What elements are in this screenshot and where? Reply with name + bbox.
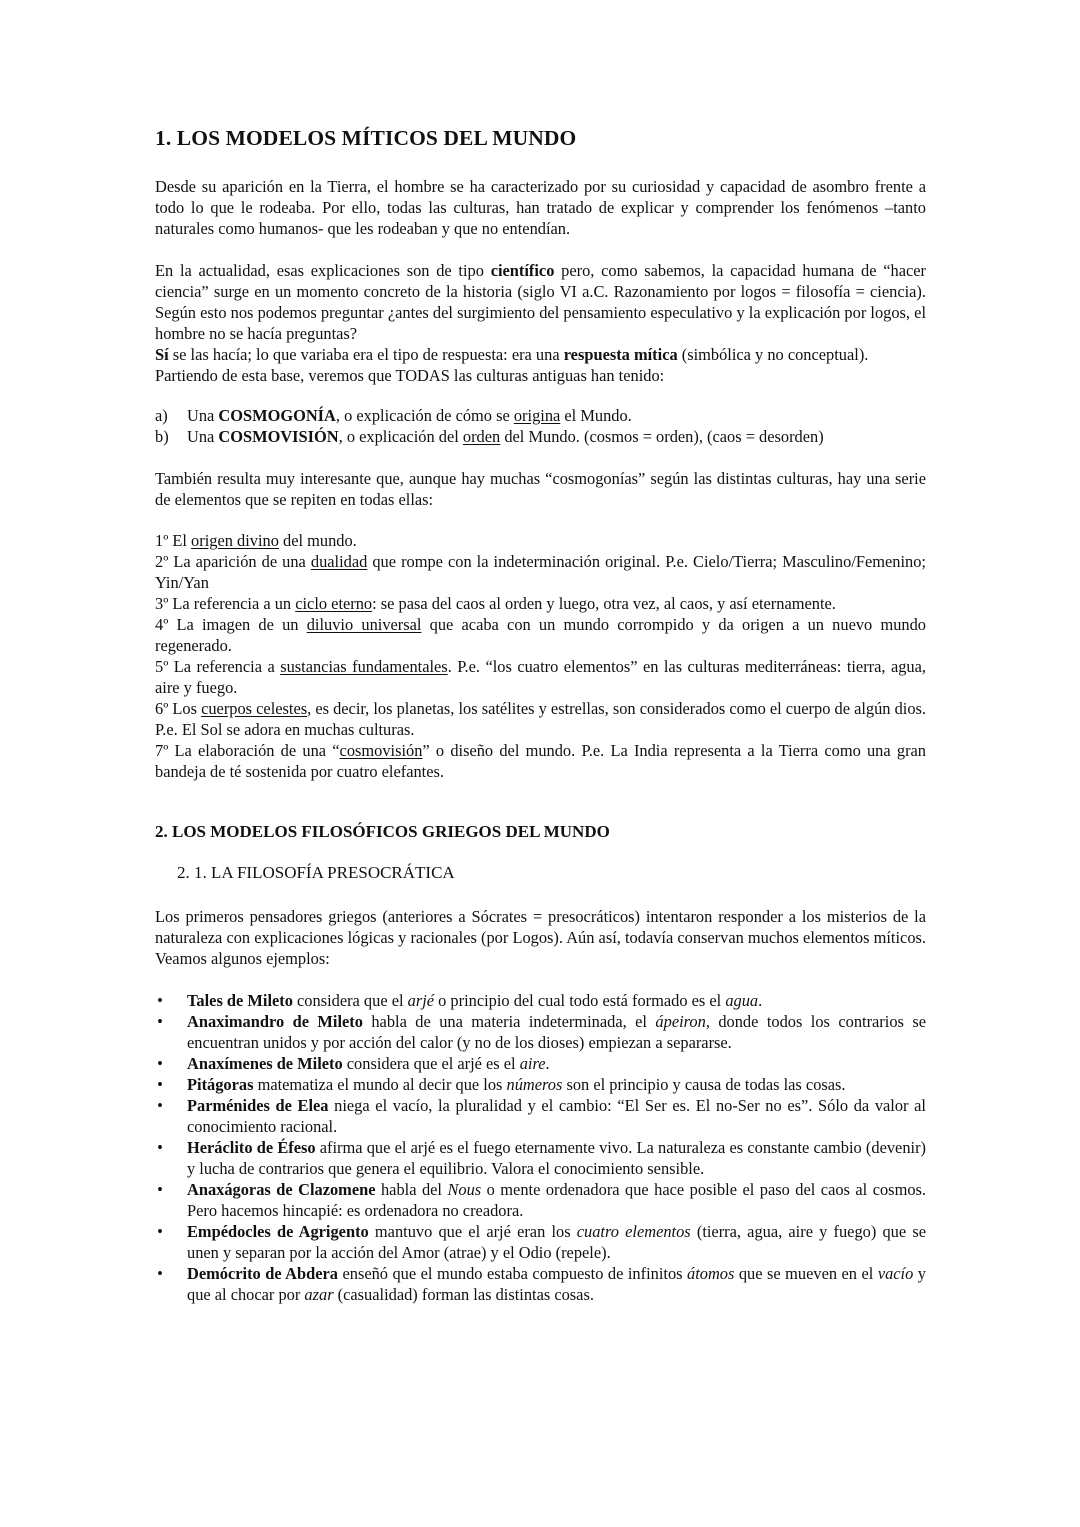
philosopher-name: Tales de Mileto xyxy=(187,991,293,1010)
cosmo-list xyxy=(155,405,926,447)
intro-paragraph-4: Partiendo de esta base, veremos que TODAS las culturas antiguas han tenido: xyxy=(155,366,665,385)
list-item: 5º La referencia a sustancias fundamentales. P.e. “los cuatro elementos” en las culturas mediterráneas: tierra, agua, aire y fuego. xyxy=(155,657,926,697)
philosopher-name: Anaxágoras de Clazomene xyxy=(187,1180,376,1199)
italic-term: azar xyxy=(304,1285,334,1304)
italic-term: ápeiron xyxy=(655,1012,706,1031)
italic-term: números xyxy=(506,1075,563,1094)
italic-term: átomos xyxy=(687,1264,735,1283)
bullet-icon: • xyxy=(157,1096,163,1115)
bullet-icon: • xyxy=(157,1264,163,1283)
presocratic-intro: Los primeros pensadores griegos (anteriores a Sócrates = presocráticos) intentaron responder a los misterios de la naturaleza con explicaciones lógicas y racionales (por Logos). Aún así, todavía conservan muchos elementos míticos. Veamos algunos ejemplos: xyxy=(155,907,926,968)
list-item: 6º Los cuerpos celestes, es decir, los planetas, los satélites y estrellas, son considerados como el cuerpo de algún dios. P.e. El Sol se adora en muchas culturas. xyxy=(155,699,927,739)
list-item: 4º La imagen de un diluvio universal que acaba con un mundo corrompido y da origen a un nuevo mundo regenerado. xyxy=(155,615,926,655)
elements-intro: También resulta muy interesante que, aunque hay muchas “cosmogonías” según las distintas culturas, hay una serie de elementos que se repiten en todas ellas: xyxy=(155,469,926,509)
section-2-title: 2. LOS MODELOS FILOSÓFICOS GRIEGOS DEL MUNDO xyxy=(155,822,610,841)
philosopher-item: • Demócrito de Abdera enseñó que el mundo estaba compuesto de infinitos átomos que se mueven en el vacío y que al chocar por azar (casualidad) forman las distintas cosas. xyxy=(155,1263,926,1305)
list-item: a) Una COSMOGONÍA, o explicación de cómo se origina el Mundo. xyxy=(155,406,632,425)
bullet-icon: • xyxy=(157,1222,163,1241)
list-item: 3º La referencia a un ciclo eterno: se pasa del caos al orden y luego, otra vez, al caos, y así eternamente. xyxy=(155,594,836,613)
philosopher-item: • Anaxágoras de Clazomene habla del Nous o mente ordenadora que hace posible el paso del caos al cosmos. Pero hacemos hincapié: es ordenadora no creadora. xyxy=(155,1179,926,1221)
philosopher-name: Anaximandro de Mileto xyxy=(187,1012,363,1031)
philosopher-item: • Tales de Mileto considera que el arjé o principio del cual todo está formado es el agua. xyxy=(155,990,926,1011)
italic-term: cuatro elementos xyxy=(576,1222,691,1241)
philosopher-name: Anaxímenes de Mileto xyxy=(187,1054,343,1073)
bullet-icon: • xyxy=(157,1075,163,1094)
bold-term: respuesta mítica xyxy=(563,345,678,364)
intro-paragraph-3: Sí se las hacía; lo que variaba era el tipo de respuesta: era una respuesta mítica (simbólica y no conceptual). xyxy=(155,345,869,364)
italic-term: Nous xyxy=(447,1180,482,1199)
bullet-icon: • xyxy=(157,1054,163,1073)
philosopher-item: • Anaxímenes de Mileto considera que el arjé es el aire. xyxy=(155,1053,926,1074)
philosopher-name: Pitágoras xyxy=(187,1075,254,1094)
bullet-icon: • xyxy=(157,1012,163,1031)
philosopher-name: Heráclito de Éfeso xyxy=(187,1138,316,1157)
philosophers-list xyxy=(155,990,926,1305)
philosopher-item: • Heráclito de Éfeso afirma que el arjé es el fuego eternamente vivo. La naturaleza es constante cambio (devenir) y lucha de contrarios que genera el equilibrio. Valora el conocimiento sensible. xyxy=(155,1137,926,1179)
elements-list xyxy=(155,530,926,782)
page-title: 1. LOS MODELOS MÍTICOS DEL MUNDO xyxy=(155,126,577,150)
italic-term: arjé xyxy=(407,991,435,1010)
philosopher-name: Parménides de Elea xyxy=(187,1096,329,1115)
bullet-icon: • xyxy=(157,1138,163,1157)
philosopher-name: Empédocles de Agrigento xyxy=(187,1222,369,1241)
section-2-1-title: 2. 1. LA FILOSOFÍA PRESOCRÁTICA xyxy=(177,863,455,882)
bullet-icon: • xyxy=(157,1180,163,1199)
bullet-icon: • xyxy=(157,991,163,1010)
philosopher-item: • Parménides de Elea niega el vacío, la pluralidad y el cambio: “El Ser es. El no-Ser no es”. Sólo da valor al conocimiento racional. xyxy=(155,1095,926,1137)
italic-term: agua xyxy=(725,991,759,1010)
list-item: 7º La elaboración de una “cosmovisión” o diseño del mundo. P.e. La India representa a la Tierra como una gran bandeja de té sostenida por cuatro elefantes. xyxy=(155,741,926,781)
philosopher-item: • Pitágoras matematiza el mundo al decir que los números son el principio y causa de todas las cosas. xyxy=(155,1074,926,1095)
philosopher-name: Demócrito de Abdera xyxy=(187,1264,338,1283)
list-item: b) Una COSMOVISIÓN, o explicación del orden del Mundo. (cosmos = orden), (caos = desorden) xyxy=(155,427,824,446)
italic-term: aire xyxy=(519,1054,546,1073)
intro-paragraph-1: Desde su aparición en la Tierra, el hombre se ha caracterizado por su curiosidad y capacidad de asombro frente a todo lo que le rodeaba. Por ello, todas las culturas, han tratado de explicar y comprender los fenómenos –tanto naturales como humanos- que les rodeaban y que no entendían. xyxy=(155,177,926,238)
bold-term: científico xyxy=(490,261,555,280)
philosopher-item: • Anaximandro de Mileto habla de una materia indeterminada, el ápeiron, donde todos los contrarios se encuentran unidos y por acción del calor (y no de los dioses) empiezan a separarse. xyxy=(155,1011,926,1053)
intro-paragraph-2: En la actualidad, esas explicaciones son de tipo científico pero, como sabemos, la capacidad humana de “hacer ciencia” surge en un momento concreto de la historia (siglo VI a.C. Razonamiento por logos = filosofía = ciencia). Según esto nos podemos preguntar ¿antes del surgimiento del pensamiento especulativo y la explicación por logos, el hombre no se hacía preguntas? Sí se las hacía; lo que variaba era el tipo de respuesta: era una respuesta mítica (simbólica y no conceptual). Partiendo de esta base, veremos que TODAS las culturas antiguas han tenido: xyxy=(155,261,926,385)
bold-term: Sí xyxy=(155,345,169,364)
list-item: 2º La aparición de una dualidad que rompe con la indeterminación original. P.e. Cielo/Tierra; Masculino/Femenino; Yin/Yan xyxy=(155,552,926,592)
list-item: 1º El origen divino del mundo. xyxy=(155,531,357,550)
philosopher-item: • Empédocles de Agrigento mantuvo que el arjé eran los cuatro elementos (tierra, agua, aire y fuego) que se unen y separan por la acción del Amor (atrae) y el Odio (repele). xyxy=(155,1221,926,1263)
italic-term: vacío xyxy=(877,1264,914,1283)
